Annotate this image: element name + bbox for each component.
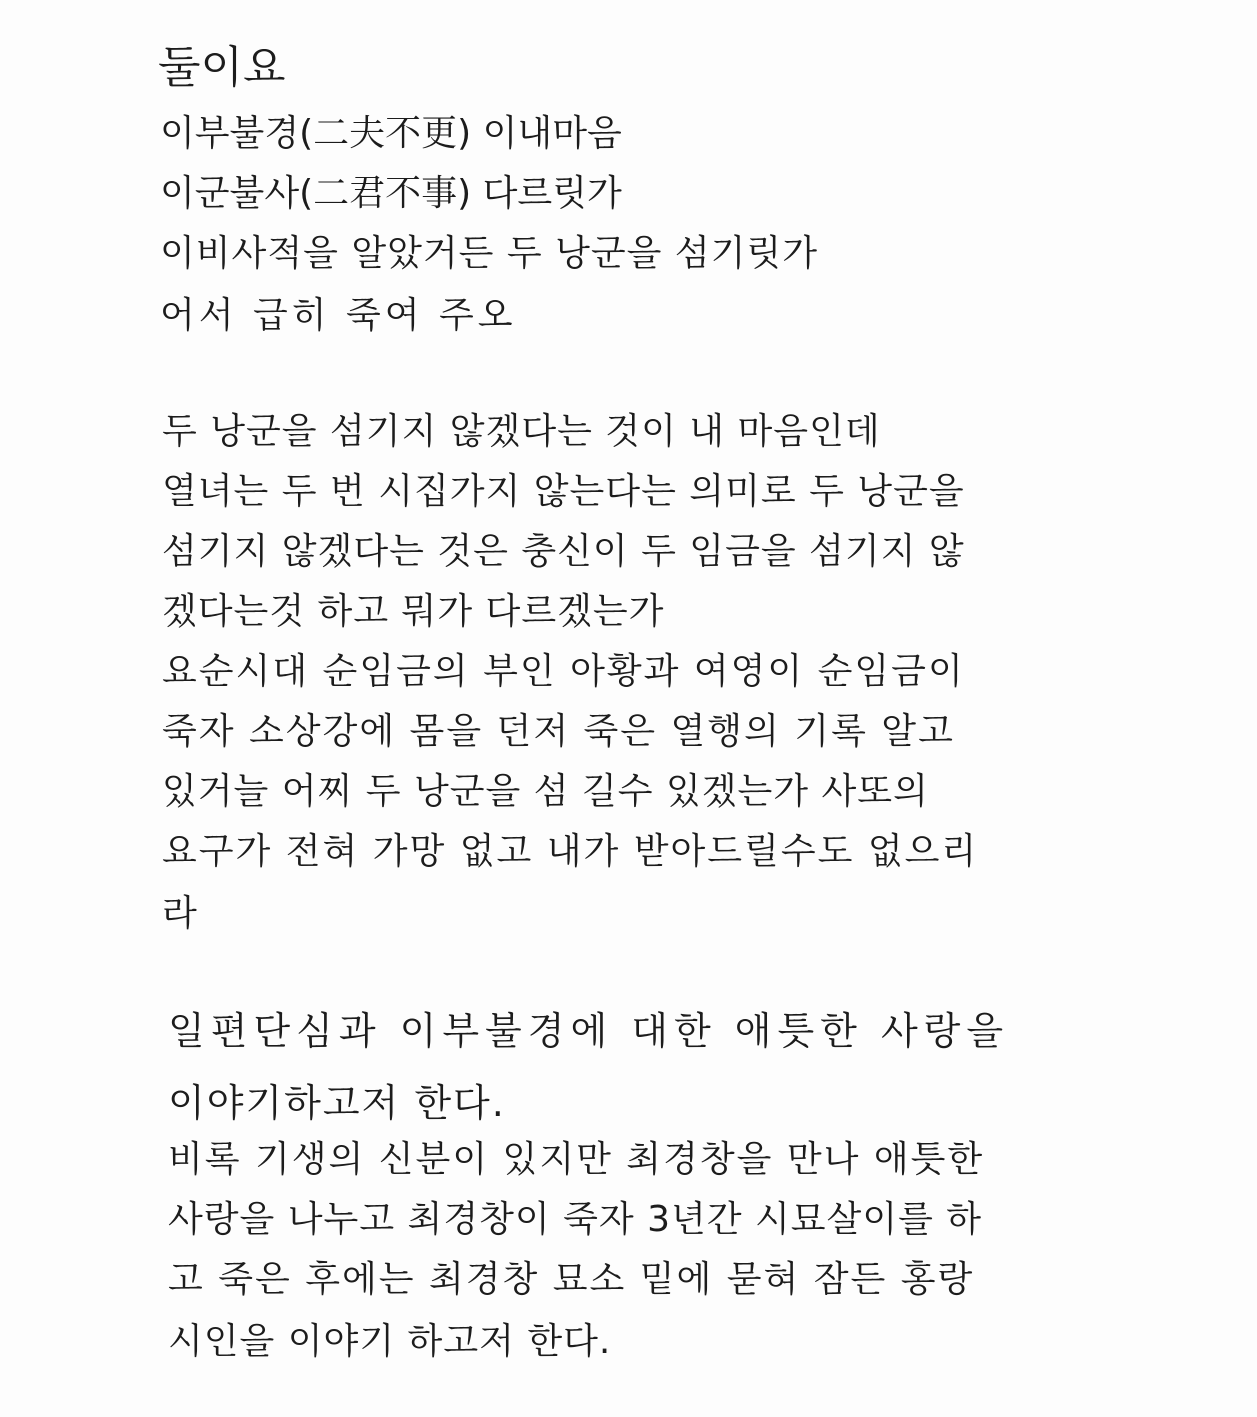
paragraph2-line: 사랑을 나누고 최경창이 죽자 3년간 시묘살이를 하 (168, 1199, 983, 1240)
paragraph1-line: 죽자 소상강에 몸을 던저 죽은 열행의 기록 알고 (162, 711, 955, 752)
paragraph2-line: 시인을 이야기 하고저 한다. (168, 1321, 612, 1362)
verse-line: 이군불사(二君不事) 다르릿가 (160, 173, 622, 214)
paragraph1-line: 요순시대 순임금의 부인 아황과 여영이 순임금이 (162, 651, 965, 692)
paragraph1-line: 겠다는것 하고 뭐가 다르겠는가 (162, 591, 665, 632)
paragraph2-line: 비록 기생의 신분이 있지만 최경창을 만나 애틋한 (168, 1139, 985, 1180)
paragraph1-line: 있거늘 어찌 두 낭군을 섬 길수 있겠는가 사또의 (162, 771, 929, 812)
verse-line: 이비사적을 알았거든 두 낭군을 섬기릿가 (160, 233, 818, 274)
paragraph1-line: 라 (162, 893, 197, 934)
paragraph1-line: 요구가 전혀 가망 없고 내가 받아드릴수도 없으리 (162, 831, 979, 872)
verse-line: 어서 급히 죽여 주오 (160, 295, 517, 336)
paragraph1-line: 열녀는 두 번 시집가지 않는다는 의미로 두 낭군을 (162, 471, 965, 512)
paragraph2-line: 일편단심과 이부불경에 대한 애틋한 사랑을 (168, 1009, 1010, 1053)
verse-line: 이부불경(二夫不更) 이내마음 (160, 113, 622, 154)
paragraph1-line: 섬기지 않겠다는 것은 충신이 두 임금을 섬기지 않 (162, 531, 965, 572)
paragraph1-line: 두 낭군을 섬기지 않겠다는 것이 내 마음인데 (162, 411, 881, 452)
paragraph2-line: 고 죽은 후에는 최경창 묘소 밑에 묻혀 잠든 홍랑 (168, 1259, 975, 1300)
document-title: 둘이요 (158, 42, 286, 93)
paragraph2-line: 이야기하고저 한다. (168, 1081, 506, 1125)
